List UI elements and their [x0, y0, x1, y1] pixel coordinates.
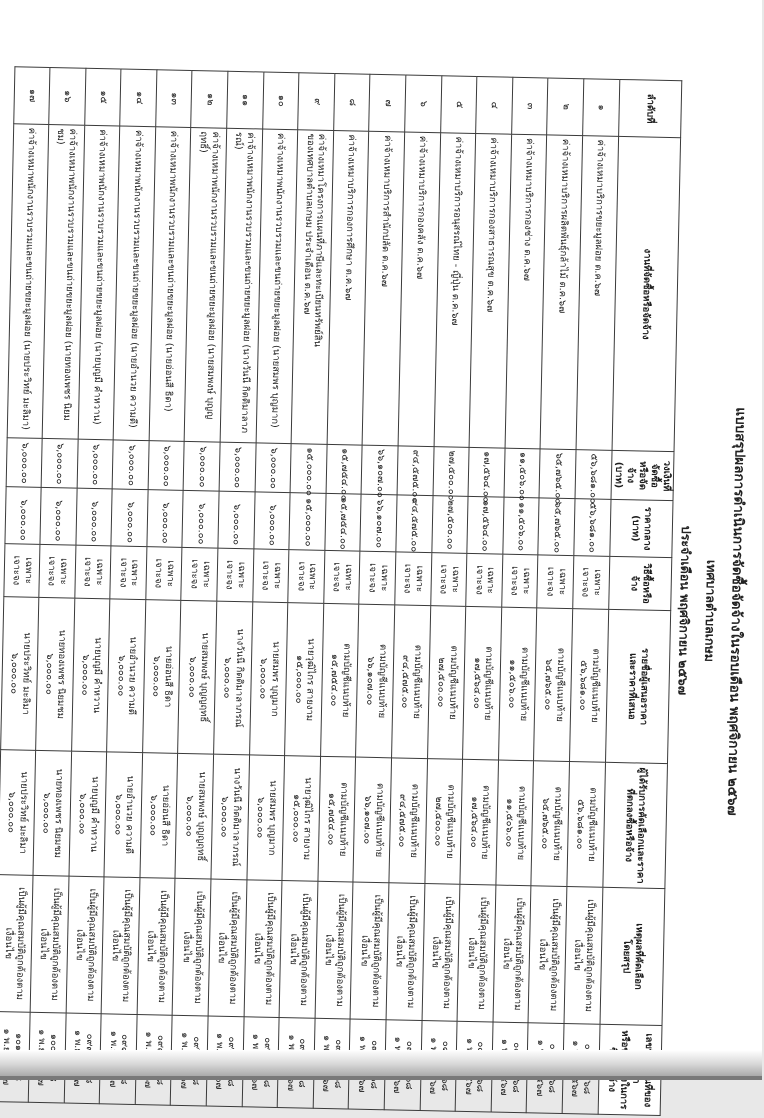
cell-no: ๑๐ [262, 72, 299, 130]
cell-job: ค่าจ้างเหมาพนักงานรวบรวมและขนถ่ายขยะมูลฝอย (นายอำนวย ความดี) [113, 126, 155, 441]
cell-job: ค่าจ้างเหมาพนักงานรวบรวมและขนถ่ายขยะมูลฝอย (นายอ่อนสี ธิดา) [149, 127, 191, 442]
cell-job: ค่าจ้างเหมาบริการสำนักปลัด ต.ค.๖๗ [363, 131, 405, 446]
cell-winner: นายประวิทย์ มะลิมา ๖,๐๐๐.๐๐ [0, 750, 36, 876]
cell-bidder: ตามบัญชีแนบท้าย ๖๕,๗๖๕.๐๐ [534, 608, 573, 762]
cell-contract: ๑ [135, 1015, 172, 1106]
cell-contract: ๑ [349, 1019, 386, 1110]
cell-winner: นายอ่อนสี ธิดา ๖,๐๐๐.๐๐ [140, 753, 178, 879]
cell-winner: นายวุฒิไกร สายงาม ๑๕,๐๐๐.๐๐ [282, 756, 320, 882]
cell-reason: เป็นผู้มีคุณสมบัติถูกต้องตาม เงื่อนไข [564, 887, 602, 1025]
cell-no: ๗ [369, 74, 406, 132]
cell-method: เฉพาะเจาะจง [75, 545, 112, 599]
cell-bidder: ตามบัญชีแนบท้าย ๑๕,๗๕๔.๐๐ [320, 603, 359, 757]
cell-winner: ตามบัญชีแนบท้าย ๖๖,๑๐๗.๐๐ [353, 757, 391, 883]
cell-contract: ๑ [242, 1017, 279, 1108]
cell-winner: ตามบัญชีแนบท้าย ๒๗,๕๐๐.๐๐ [425, 759, 463, 885]
cell-price: ๒๗,๕๐๐.๐๐ [432, 496, 469, 554]
cell-contract: ๑ [313, 1018, 350, 1109]
cell-bidder: ตามบัญชีแนบท้าย ๙๔,๕๗๕.๐๐ [392, 605, 431, 759]
cell-winner: นายอำนวย ความดี ๖,๐๐๐.๐๐ [104, 752, 142, 878]
cell-reason: เป็นผู้มีคุณสมบัติถูกต้องตาม เงื่อนไข [457, 884, 495, 1022]
cell-bidder: ตามบัญชีแนบท้าย ๒๗,๕๐๐.๐๐ [427, 606, 466, 760]
cell-contract: ๑ [384, 1020, 421, 1111]
cell-price: ๖,๐๐๐.๐๐ [254, 492, 291, 550]
cell-no: ๑๒ [191, 71, 228, 129]
column-header-no: ลำดับที่ [618, 79, 682, 137]
cell-budget: ๖,๐๐๐.๐๐ [41, 438, 78, 488]
cell-reason: เป็นผู้มีคุณสมบัติถูกต้องตาม เงื่อนไข [493, 885, 531, 1023]
cell-contract: ๑ ๒๕๖๗ [491, 1022, 528, 1113]
cell-budget: ๖,๐๐๐.๐๐ [148, 441, 185, 491]
cell-price: ๕๖,๖๘๑.๐๐ [574, 499, 611, 557]
cell-contract: ๑ ๒๕๖๗ [455, 1021, 492, 1112]
cell-bidder: นายอ่อนสี ธิดา ๖,๐๐๐.๐๐ [143, 600, 182, 754]
column-header-winner: ผู้ได้รับการคัดเลือกและราคา ที่ตกลงซื้อหรือจ้าง [603, 762, 668, 888]
cell-bidder: นายสมพงษ์ บุญญฤทธิ์ ๖,๐๐๐.๐๐ [178, 600, 217, 754]
cell-method: เฉพาะเจาะจง [217, 548, 254, 602]
cell-job: ค่าจ้างเหมาบริการกองสาธารณสุข ต.ค.๖๗ [469, 133, 511, 448]
cell-budget: ๖,๐๐๐.๐๐ [112, 440, 149, 490]
cell-winner: ตามบัญชีแนบท้าย ๑๑,๕๐๖.๐๐ [496, 760, 534, 886]
cell-winner: นายสมพร บุญมาก ๖,๐๐๐.๐๐ [247, 755, 285, 881]
cell-contract: ๑ พ.ย. [64, 1013, 101, 1104]
cell-price: ๖,๐๐๐.๐๐ [40, 487, 77, 545]
cell-method: เฉพาะเจาะจง [252, 549, 289, 603]
cell-contract: ๑ [206, 1016, 243, 1107]
cell-reason: เป็นผู้มีคุณสมบัติถูกต้องตาม เงื่อนไข [315, 881, 353, 1019]
cell-contract: ๑ ๒๕๖๗ [420, 1021, 457, 1112]
cell-budget: ๕๖,๖๘๑.๐๐ [575, 450, 612, 500]
cell-price: ๑๕,๗๕๔.๐๐ [325, 493, 362, 551]
period-line: ประจำเดือน พฤศจิกายน ๒๕๖๗ [675, 525, 694, 696]
cell-reason: เป็นผู้มีคุณสมบัติถูกต้องตาม เงื่อนไข [0, 875, 33, 1013]
cell-contract: ๑ [277, 1018, 314, 1109]
cell-job: ค่าจ้างเหมาพนักงานรวบรวมและขนถ่ายขยะมูลฝอย (นายสมพร บุญมาก) [256, 129, 298, 444]
column-header-bidder: รายชื่อผู้เสนอราคา และราคาที่เสนอ [605, 609, 671, 763]
cell-job: ค่าจ้างเหมาพนักงานรวบรวมและขนถ่ายขยะมูลฝอย (นายทองเพชร นิยมชม) [42, 125, 84, 440]
cell-bidder: นายวุฒิไกร สายงาม ๑๕,๐๐๐.๐๐ [285, 603, 324, 757]
cell-budget: ๑๗,๕๖๔.๐๐ [468, 447, 505, 497]
cell-job: ค่าจ้างเหมาพนักงานรวบรวมและขนถ่ายขยะมูลฝอย (นายประวิทย์ มะลิมา) [7, 124, 49, 439]
cell-reason: เป็นผู้มีคุณสมบัติถูกต้องตาม เงื่อนไข [351, 882, 389, 1020]
cell-reason: เป็นผู้มีคุณสมบัติถูกต้องตาม เงื่อนไข [101, 877, 139, 1015]
cell-no: ๑ [583, 79, 620, 137]
cell-winner: นายทองเพชร นิยมชม ๖,๐๐๐.๐๐ [33, 750, 71, 876]
cell-method: เฉพาะเจาะจง [324, 550, 361, 604]
cell-no: ๓ [511, 77, 548, 135]
cell-winner: ตามบัญชีแนบท้าย ๑๗,๕๖๔.๐๐ [460, 759, 498, 885]
cell-price: ๙๔,๕๗๕.๐๐ [396, 495, 433, 553]
cell-reason: เป็นผู้มีคุณสมบัติถูกต้องตาม เงื่อนไข [30, 875, 68, 1013]
cell-method: เฉพาะเจาะจง [288, 550, 325, 604]
cell-price: ๖,๐๐๐.๐๐ [4, 487, 41, 545]
cell-reason: เป็นผู้มีคุณสมบัติถูกต้องตาม เงื่อนไข [208, 879, 246, 1017]
cell-job: ค่าจ้างเหมาพนักงานรวบรวมและขนถ่ายขยะมูลฝอย (นายสมพงษ์ บุญญฤทธิ์) [185, 127, 227, 442]
cell-winner: ตามบัญชีแนบท้าย ๖๕,๗๖๕.๐๐ [531, 761, 569, 887]
cell-bidder: นายสมพร บุญมาก ๖,๐๐๐.๐๐ [249, 602, 288, 756]
cell-bidder: นายอำนวย ความดี ๖,๐๐๐.๐๐ [107, 599, 146, 753]
cell-budget: ๑๕,๐๐๐.๐๐ [290, 444, 327, 494]
cell-reason: เป็นผู้มีคุณสมบัติถูกต้องตาม เงื่อนไข [279, 881, 317, 1019]
cell-bidder: ตามบัญชีแนบท้าย ๖๖,๑๐๗.๐๐ [356, 604, 395, 758]
cell-no: ๑๗ [13, 67, 50, 125]
cell-budget: ๖,๐๐๐.๐๐ [219, 442, 256, 492]
cell-bidder: ตามบัญชีแนบท้าย ๑๑,๕๐๖.๐๐ [498, 607, 537, 761]
column-header-price: ราคากลาง (บาท) [609, 499, 673, 557]
cell-reason: เป็นผู้มีคุณสมบัติถูกต้องตาม เงื่อนไข [244, 880, 282, 1018]
cell-price: ๖๕,๗๖๕.๐๐ [538, 498, 575, 556]
cell-no: ๑๖ [49, 68, 86, 126]
cell-contract: ๑ พ.ย. [100, 1014, 137, 1105]
cell-contract: ๑ พ.ย. [0, 1012, 30, 1103]
procurement-table [0, 66, 682, 1116]
cell-reason: เป็นผู้มีคุณสมบัติถูกต้องตาม เงื่อนไข [422, 884, 460, 1022]
form-title: แบบสรุปผลการดำเนินการจัดซื้อจัดจ้างในรอบเดือน พฤศจิกายน ๒๕๖๗ [723, 407, 749, 816]
cell-bidder: นางวันนี กิตติมาลาภรณ์ ๖,๐๐๐.๐๐ [214, 601, 253, 755]
cell-bidder: นายประวิทย์ มะลิมา ๖,๐๐๐.๐๐ [0, 597, 39, 751]
cell-contract: ๑ ๒๕๖๗ [527, 1023, 564, 1114]
cell-winner: นางวันนี กิตติมาลาภรณ์ ๖,๐๐๐.๐๐ [211, 754, 249, 880]
cell-reason: เป็นผู้มีคุณสมบัติถูกต้องตาม เงื่อนไข [386, 883, 424, 1021]
cell-no: ๘ [334, 73, 371, 131]
cell-job: ค่าจ้างเหมาบริการกองช่าง ต.ค.๖๗ [505, 134, 547, 449]
cell-no: ๕ [440, 76, 477, 134]
cell-price: ๖,๐๐๐.๐๐ [147, 490, 184, 548]
cell-reason: เป็นผู้มีคุณสมบัติถูกต้องตาม เงื่อนไข [173, 878, 211, 1016]
cell-price: ๖,๐๐๐.๐๐ [76, 488, 113, 546]
cell-method: เฉพาะเจาะจง [537, 555, 574, 609]
cell-contract: ๑ [171, 1015, 208, 1106]
column-header-reason: เหตุผลที่คัดเลือก โดยสรุป [600, 887, 665, 1025]
cell-price: ๑๑,๕๐๖.๐๐ [503, 497, 540, 555]
column-header-job: งานที่จัดซื้อหรือจัดจ้าง [612, 136, 681, 451]
cell-winner: ตามบัญชีแนบท้าย ๕๖,๖๘๑.๐๐ [567, 762, 605, 888]
cell-reason: เป็นผู้มีคุณสมบัติถูกต้องตาม เงื่อนไข [66, 876, 104, 1014]
cell-method: เฉพาะเจาะจง [146, 547, 183, 601]
cell-no: ๑๑ [227, 71, 264, 129]
cell-reason: เป็นผู้มีคุณสมบัติถูกต้องตาม เงื่อนไข [137, 878, 175, 1016]
cell-method: เฉพาะเจาะจง [466, 553, 503, 607]
cell-price: ๑๗,๕๖๔.๐๐ [467, 496, 504, 554]
cell-price: ๖,๐๐๐.๐๐ [182, 490, 219, 548]
cell-method: เฉพาะเจาะจง [39, 544, 76, 598]
cell-budget: ๖,๐๐๐.๐๐ [77, 439, 114, 489]
cell-budget: ๑๕,๗๕๔.๐๐ [326, 444, 363, 494]
cell-no: ๑๔ [120, 69, 157, 127]
cell-method: เฉพาะเจาะจง [3, 544, 40, 598]
cell-bidder: นายบุญมี คำหวาน ๖,๐๐๐.๐๐ [71, 598, 110, 752]
cell-method: เฉพาะเจาะจง [430, 553, 467, 607]
cell-contract: ๑ ๒๕๖๗ [562, 1023, 599, 1114]
cell-no: ๔ [476, 76, 513, 134]
cell-bidder: นายทองเพชร นิยมชม ๖,๐๐๐.๐๐ [36, 597, 75, 751]
cell-budget: ๙๔,๕๗๕.๐๐ [397, 446, 434, 496]
cell-winner: นายบุญมี คำหวาน ๖,๐๐๐.๐๐ [69, 751, 107, 877]
cell-winner: ตามบัญชีแนบท้าย ๑๕,๗๕๔.๐๐ [318, 756, 356, 882]
cell-budget: ๖,๐๐๐.๐๐ [184, 441, 221, 491]
cell-reason: เป็นผู้มีคุณสมบัติถูกต้องตาม เงื่อนไข [528, 886, 566, 1024]
cell-winner: ตามบัญชีแนบท้าย ๙๔,๕๗๕.๐๐ [389, 758, 427, 884]
cell-contract: ๑ พ.ย. [28, 1012, 65, 1103]
column-header-budget: วงเงินที่จัดซื้อ หรือจัดจ้าง (บาท) [611, 450, 674, 500]
cell-method: เฉพาะเจาะจง [395, 552, 432, 606]
cell-no: ๑๕ [84, 68, 121, 126]
cell-bidder: ตามบัญชีแนบท้าย ๑๗,๕๖๔.๐๐ [463, 606, 502, 760]
cell-method: เฉพาะเจาะจง [359, 551, 396, 605]
cell-job: ค่าจ้างเหมาพนักงานรวบรวมและขนถ่ายขยะมูลฝอย (นางวันนี กิตติมาลาภรณ์) [220, 128, 262, 443]
scanner-shadow-edge [0, 1050, 762, 1080]
cell-bidder: ตามบัญชีแนบท้าย ๕๖,๖๘๑.๐๐ [570, 609, 609, 763]
cell-price: ๖,๐๐๐.๐๐ [218, 491, 255, 549]
cell-budget: ๖,๐๐๐.๐๐ [255, 443, 292, 493]
cell-job: ค่าจ้างเหมาบริการขยะมูลฝอย ต.ค.๖๗ [576, 136, 618, 451]
cell-job: ค่าจ้างเหมาบริการกองคลัง ต.ค.๖๗ [398, 132, 440, 447]
cell-budget: ๒๗,๕๐๐.๐๐ [433, 447, 470, 497]
cell-job: ค่าจ้างเหมาพนักงานรวบรวมและขนถ่ายขยะมูลฝอย (นายบุญมี คำหวาน) [78, 125, 120, 440]
cell-budget: ๖๕,๗๖๕.๐๐ [539, 449, 576, 499]
cell-no: ๒ [547, 78, 584, 136]
cell-method: เฉพาะเจาะจง [573, 556, 610, 610]
cell-price: ๑๕,๐๐๐.๐๐ [289, 493, 326, 551]
cell-no: ๑๓ [156, 70, 193, 128]
cell-job: ค่าจ้างเหมาบริการผลิตพันธุ์กล้าไม้ ต.ค.๖๗ [540, 135, 582, 450]
cell-price: ๖,๐๐๐.๐๐ [111, 489, 148, 547]
cell-method: เฉพาะเจาะจง [110, 546, 147, 600]
cell-job: ค่าจ้างเหมาโครงการแผนที่ภาษีและทะเบียนทรัพย์สิน ของเทศบาลตำบลเกษม ประจำเดือน ต.ค.๖๗ [291, 130, 333, 445]
cell-winner: นายสมพงษ์ บุญญฤทธิ์ ๖,๐๐๐.๐๐ [175, 753, 213, 879]
organization-name: เทศบาลตำบลเกษม [702, 559, 720, 663]
cell-no: ๖ [405, 75, 442, 133]
cell-budget: ๖๖,๑๐๗.๐๐ [362, 445, 399, 495]
cell-no: ๙ [298, 73, 335, 131]
cell-price: ๖๖,๑๐๗.๐๐ [360, 494, 397, 552]
cell-job: ค่าจ้างเหมาบริการกองการศึกษา ต.ค.๖๗ [327, 130, 369, 445]
cell-budget: ๑๑,๕๐๖.๐๐ [504, 448, 541, 498]
cell-job: ค่าจ้างเหมาบริการอนุสรณ์ไทย - ญี่ปุ่น ต.ค.๖๗ [434, 133, 476, 448]
cell-method: เฉพาะเจาะจง [502, 554, 539, 608]
column-header-method: วิธีซื้อหรือจ้าง [608, 556, 671, 610]
cell-budget: ๖,๐๐๐.๐๐ [6, 438, 43, 488]
cell-method: เฉพาะเจาะจง [181, 547, 218, 601]
